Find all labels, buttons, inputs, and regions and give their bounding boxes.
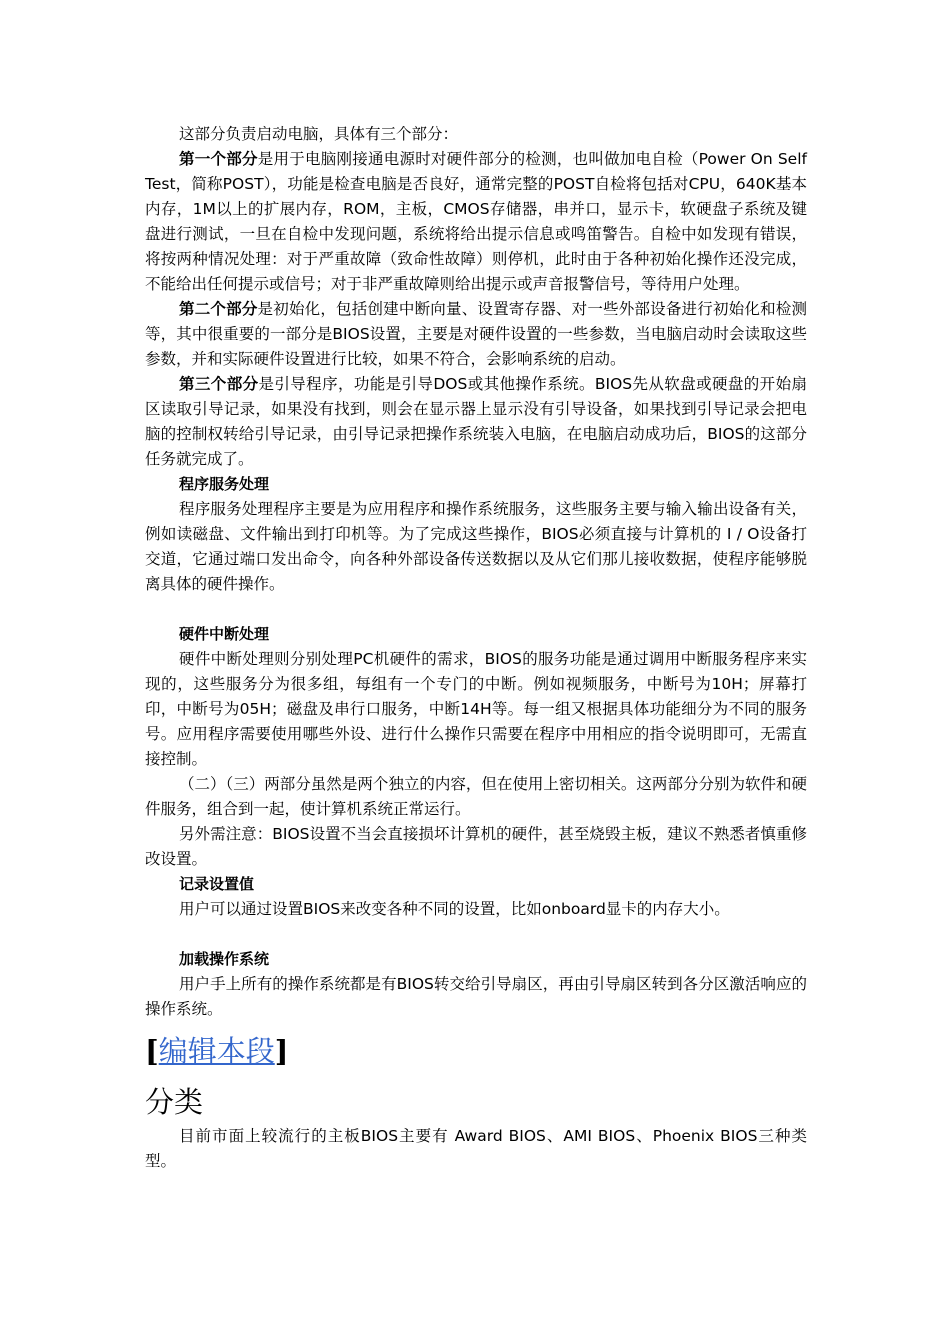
part1-text: 是用于电脑刚接通电源时对硬件部分的检测，也叫做加电自检（Power On Self Test，简称POST），功能是检查电脑是否良好，通常完整的POST自检将包括对CPU，640K基本内存，1M以上的扩展内存，ROM，主板，CMOS存储器，串并口，显示卡，软硬盘子系统及键盘进行测试，一旦在自检中发现问题，系统将给出提示信息或鸣笛警告。自检中如发现有错误，将按两种情况处理：对于严重故障（致命性故障）则停机，此时由于各种初始化操作还没完成，不能给出任何提示或信号；对于非严重故障则给出提示或声音报警信号，等待用户处理。	[145, 150, 807, 293]
load-paragraph: 用户手上所有的操作系统都是有BIOS转交给引导扇区，再由引导扇区转到各分区激活响应的操作系统。	[145, 975, 807, 1018]
warning-paragraph: 另外需注意：BIOS设置不当会直接损坏计算机的硬件，甚至烧毁主板，建议不熟悉者慎重修改设置。	[145, 825, 807, 868]
edit-section-link[interactable]: 编辑本段	[158, 1034, 275, 1068]
interrupt-title: 硬件中断处理	[179, 625, 270, 643]
bracket-open: [	[145, 1034, 159, 1068]
relation-paragraph: （二）（三）两部分虽然是两个独立的内容，但在使用上密切相关。这两部分分别为软件和硬件服务，组合到一起，使计算机系统正常运行。	[145, 775, 807, 818]
interrupt-paragraph: 硬件中断处理则分别处理PC机硬件的需求，BIOS的服务功能是通过调用中断服务程序来实现的，这些服务分为很多组，每组有一个专门的中断。例如视频服务，中断号为10H；屏幕打印，中断号为05H；磁盘及串行口服务，中断14H等。每一组又根据具体功能细分为不同的服务号。应用程序需要使用哪些外设、进行什么操作只需要在程序中用相应的指令说明即可，无需直接控制。	[145, 650, 807, 768]
part2-text: 是初始化，包括创建中断向量、设置寄存器、对一些外部设备进行初始化和检测等，其中很重要的一部分是BIOS设置，主要是对硬件设置的一些参数，当电脑启动时会读取这些参数，并和实际硬件设置进行比较，如果不符合，会影响系统的启动。	[145, 300, 807, 368]
edit-section	[145, 1031, 807, 1071]
part1-label: 第一个部分	[179, 150, 258, 168]
spacer	[145, 597, 807, 622]
document-body	[145, 122, 807, 1174]
part3-text: 是引导程序，功能是引导DOS或其他操作系统。BIOS先从软盘或硬盘的开始扇区读取引导记录，如果没有找到，则会在显示器上显示没有引导设备，如果找到引导记录会把电脑的控制权转给引导记录，由引导记录把操作系统装入电脑，在电脑启动成功后，BIOS的这部分任务就完成了。	[145, 375, 807, 468]
intro-paragraph: 这部分负责启动电脑，具体有三个部分：	[179, 125, 459, 143]
part3-label: 第三个部分	[179, 375, 259, 393]
part2-label: 第二个部分	[179, 300, 258, 318]
service-title: 程序服务处理	[179, 475, 270, 493]
part1-paragraph	[145, 147, 807, 297]
part2-paragraph	[145, 297, 807, 372]
bracket-close: ]	[274, 1034, 289, 1068]
category-heading: 分类	[145, 1085, 204, 1119]
record-paragraph: 用户可以通过设置BIOS来改变各种不同的设置，比如onboard显卡的内存大小。	[179, 900, 730, 918]
spacer	[145, 922, 807, 947]
service-paragraph: 程序服务处理程序主要是为应用程序和操作系统服务，这些服务主要与输入输出设备有关，例如读磁盘、文件输出到打印机等。为了完成这些操作，BIOS必须直接与计算机的 I / O设备打交道，它通过端口发出命令，向各种外部设备传送数据以及从它们那儿接收数据，使程序能够脱离具体的硬件操作。	[145, 500, 807, 593]
category-paragraph: 目前市面上较流行的主板BIOS主要有 Award BIOS、AMI BIOS、Phoenix BIOS三种类型。	[145, 1127, 807, 1170]
record-title: 记录设置值	[179, 875, 255, 893]
part3-paragraph	[145, 372, 807, 472]
load-title: 加载操作系统	[179, 950, 270, 968]
